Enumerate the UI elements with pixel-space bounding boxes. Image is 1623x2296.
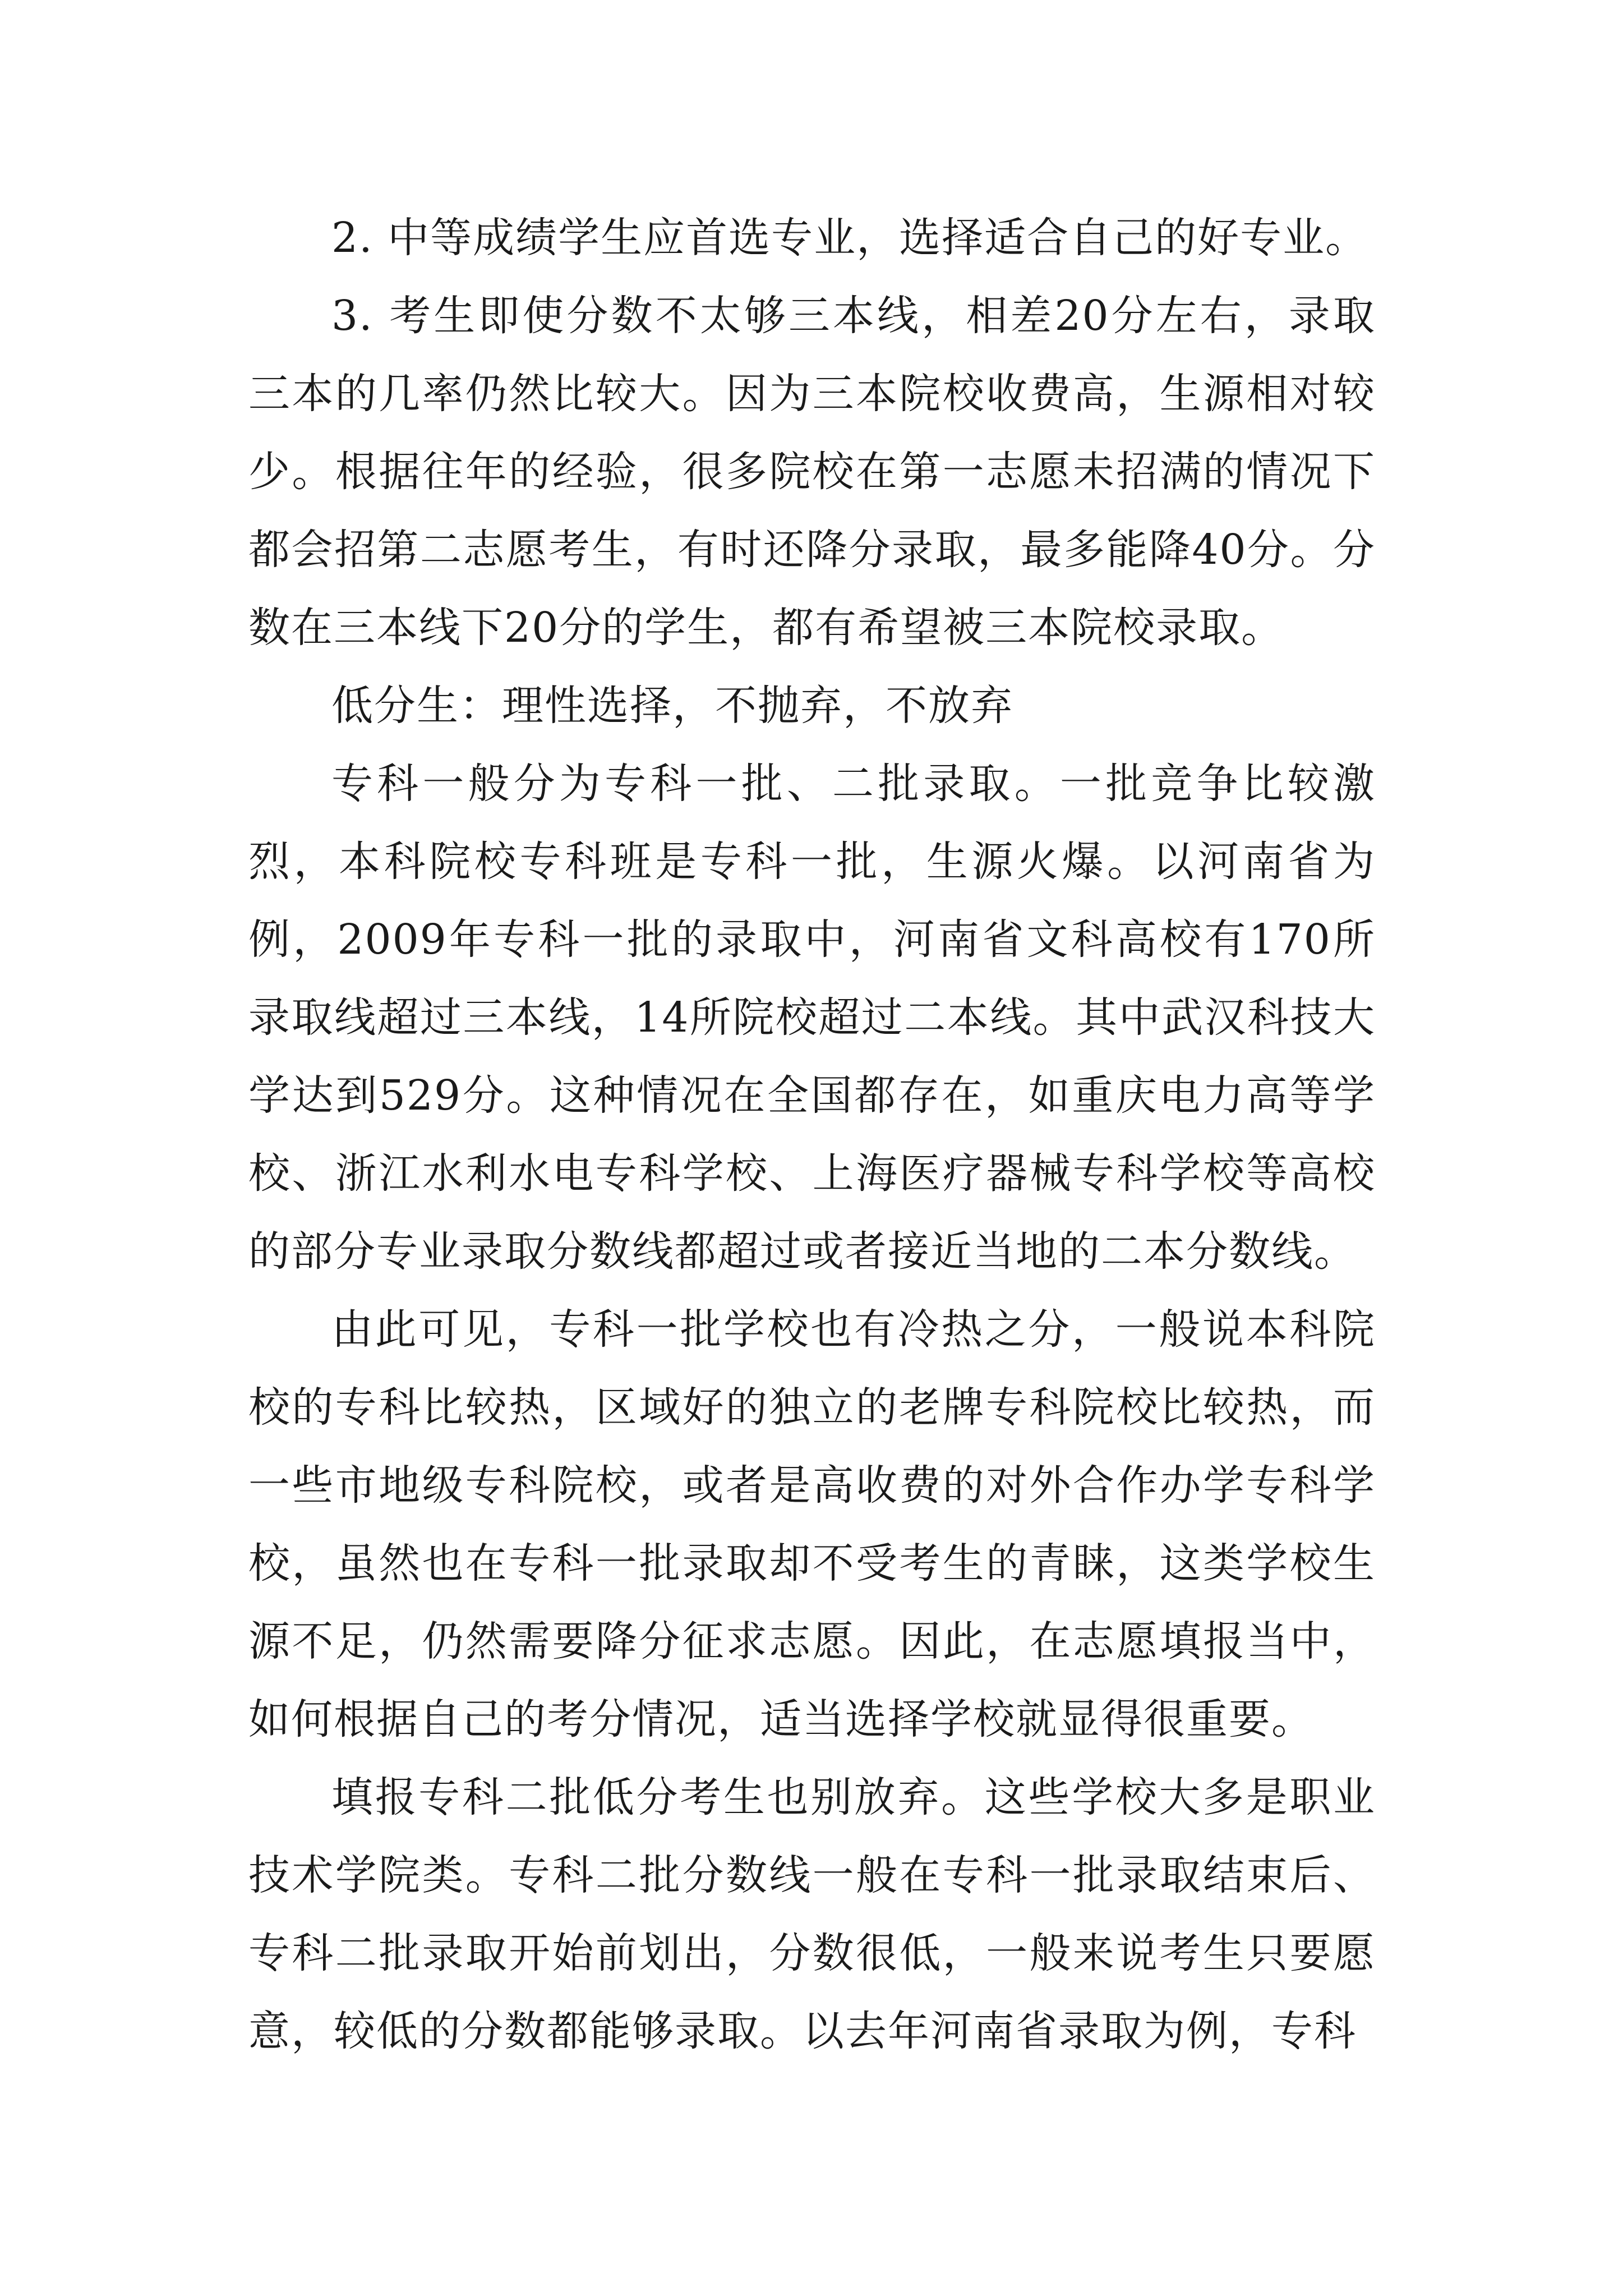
paragraph-hot-cold-schools: 由此可见，专科一批学校也有冷热之分，一般说本科院校的专科比较热，区域好的独立的老牌专科院校比较热，而一些市地级专科院校，或者是高收费的对外合作办学专科学校，虽然也在专科一批录取却不受考生的青睐，这类学校生源不足，仍然需要降分征求志愿。因此，在志愿填报当中，如何根据自己的考分情况，适当选择学校就显得很重要。 — [248, 1305, 1376, 1743]
paragraph-second-batch: 填报专科二批低分考生也别放弃。这些学校大多是职业技术学院类。专科二批分数线一般在专科一批录取结束后、专科二批录取开始前划出，分数很低，一般来说考生只要愿意，较低的分数都能够录取。以去年河南省录取为例，专科 — [248, 1773, 1376, 2055]
paragraph-vocational-batch: 专科一般分为专科一批、二批录取。一批竞争比较激烈，本科院校专科班是专科一批，生源火爆。以河南省为例，2009年专科一批的录取中，河南省文科高校有170所录取线超过三本线，14所院校超过二本线。其中武汉科技大学达到529分。这种情况在全国都存在，如重庆电力高等学校、浙江水利水电专科学校、上海医疗器械专科学校等高校的部分专业录取分数线都超过或者接近当地的二本分数线。 — [248, 760, 1376, 1276]
section-heading-low-score: 低分生：理性选择，不抛弃，不放弃 — [331, 682, 1013, 730]
paragraph-strategy-2: 2. 中等成绩学生应首选专业，选择适合自己的好专业。 — [331, 214, 1368, 262]
document-body — [248, 199, 1376, 2070]
paragraph-strategy-3: 3. 考生即使分数不太够三本线，相差20分左右，录取三本的几率仍然比较大。因为三本院校收费高，生源相对较少。根据往年的经验，很多院校在第一志愿未招满的情况下都会招第二志愿考生，有时还降分录取，最多能降40分。分数在三本线下20分的学生，都有希望被三本院校录取。 — [248, 292, 1376, 652]
